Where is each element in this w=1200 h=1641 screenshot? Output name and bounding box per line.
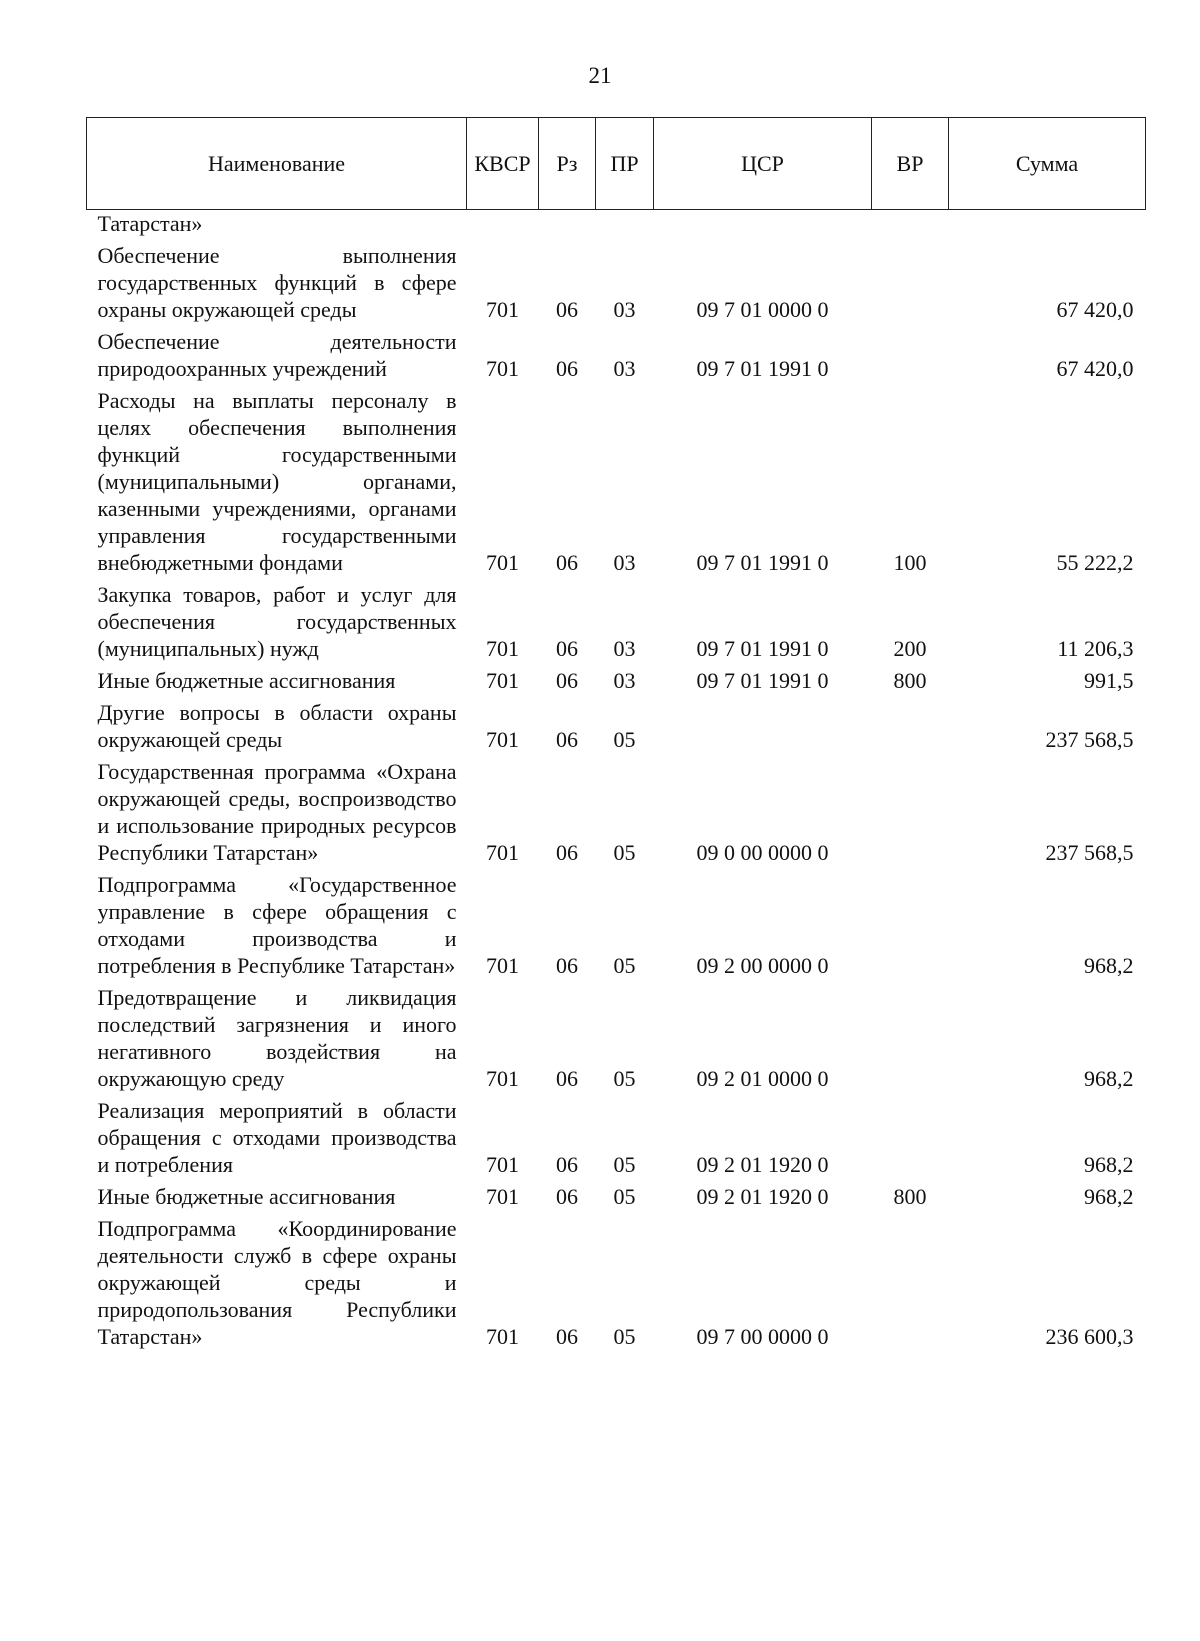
cell-name: Реализация мероприятий в области обращения с отходами производства и потребления <box>97 1098 457 1177</box>
cell-sum: 236 600,3 <box>1045 1324 1134 1349</box>
cell-sum: 968,2 <box>1084 1152 1134 1177</box>
cell-kvsr: 701 <box>486 1152 519 1177</box>
cell-name: Обеспечение выполнения государственных функций в сфере охраны окружающей среды <box>97 243 457 322</box>
cell-vr <box>872 210 949 241</box>
cell-rz: 06 <box>556 1152 578 1177</box>
table-row <box>87 210 1146 241</box>
cell-pr: 05 <box>613 1324 636 1349</box>
table-row <box>87 1181 1146 1213</box>
cell-sum: 67 420,0 <box>1056 297 1134 322</box>
header-kvsr: КВСР <box>467 118 539 210</box>
cell-csr: 09 7 01 1991 0 <box>696 550 829 575</box>
cell-sum: 968,2 <box>1084 1066 1134 1091</box>
table-row <box>87 385 1146 579</box>
table-row <box>87 697 1146 756</box>
cell-sum: 67 420,0 <box>1056 356 1134 381</box>
cell-kvsr: 701 <box>486 668 519 693</box>
cell-vr <box>872 326 949 385</box>
cell-sum: 991,5 <box>1084 668 1134 693</box>
cell-vr: 100 <box>893 550 927 575</box>
table-header-row <box>87 118 1146 210</box>
table-body <box>87 210 1146 1354</box>
cell-pr: 05 <box>613 1066 636 1091</box>
cell-vr <box>872 982 949 1095</box>
cell-vr <box>872 1213 949 1353</box>
cell-kvsr: 701 <box>486 840 519 865</box>
cell-pr <box>596 210 654 241</box>
page-number: 21 <box>588 63 612 88</box>
cell-rz: 06 <box>556 668 578 693</box>
cell-rz <box>539 210 596 241</box>
cell-rz: 06 <box>556 550 578 575</box>
cell-csr: 09 2 01 1920 0 <box>696 1184 829 1209</box>
cell-rz: 06 <box>556 636 578 661</box>
cell-name: Подпрограмма «Государственное управление в сфере обращения с отходами производства и потребления в Республике Татарстан» <box>97 872 457 978</box>
cell-rz: 06 <box>556 1066 578 1091</box>
cell-rz: 06 <box>556 953 578 978</box>
header-csr: ЦСР <box>654 118 872 210</box>
cell-kvsr: 701 <box>486 1066 519 1091</box>
cell-vr: 200 <box>893 636 927 661</box>
cell-csr: 09 0 00 0000 0 <box>696 840 829 865</box>
cell-vr <box>872 697 949 756</box>
cell-pr: 03 <box>613 668 636 693</box>
cell-pr: 03 <box>613 636 636 661</box>
table-row <box>87 982 1146 1095</box>
cell-vr <box>872 756 949 869</box>
cell-kvsr: 701 <box>486 1324 519 1349</box>
cell-kvsr <box>467 210 539 241</box>
cell-rz: 06 <box>556 297 578 322</box>
cell-name: Иные бюджетные ассигнования <box>97 668 396 693</box>
cell-csr: 09 7 01 1991 0 <box>696 636 829 661</box>
table-row <box>87 665 1146 697</box>
cell-sum: 968,2 <box>1084 953 1134 978</box>
cell-sum: 11 206,3 <box>1057 636 1134 661</box>
cell-pr: 05 <box>613 727 636 752</box>
cell-rz: 06 <box>556 356 578 381</box>
cell-pr: 05 <box>613 840 636 865</box>
cell-name: Расходы на выплаты персоналу в целях обеспечения выполнения функций государственными (муниципальными) органами, казенными учреждениями, органами управления государственными внебюджетными фондами <box>97 388 457 575</box>
cell-sum <box>949 210 1146 241</box>
cell-vr <box>872 240 949 326</box>
cell-csr: 09 7 00 0000 0 <box>696 1324 829 1349</box>
cell-kvsr: 701 <box>486 727 519 752</box>
header-name: Наименование <box>87 118 467 210</box>
cell-kvsr: 701 <box>486 636 519 661</box>
header-pr: ПР <box>596 118 654 210</box>
cell-sum: 968,2 <box>1084 1184 1134 1209</box>
cell-kvsr: 701 <box>486 953 519 978</box>
cell-rz: 06 <box>556 1184 578 1209</box>
cell-kvsr: 701 <box>486 550 519 575</box>
table-row <box>87 1213 1146 1353</box>
cell-rz: 06 <box>556 727 578 752</box>
cell-pr: 05 <box>613 953 636 978</box>
cell-csr <box>654 210 872 241</box>
budget-table <box>86 117 1146 1353</box>
cell-pr: 03 <box>613 297 636 322</box>
table-row <box>87 869 1146 982</box>
cell-csr: 09 7 01 0000 0 <box>696 297 829 322</box>
cell-sum: 237 568,5 <box>1045 727 1134 752</box>
cell-kvsr: 701 <box>486 356 519 381</box>
cell-name: Другие вопросы в области охраны окружающей среды <box>97 700 457 752</box>
cell-rz: 06 <box>556 1324 578 1349</box>
table-row <box>87 326 1146 385</box>
header-vr: ВР <box>872 118 949 210</box>
cell-csr: 09 7 01 1991 0 <box>696 668 829 693</box>
cell-csr: 09 2 00 0000 0 <box>696 953 829 978</box>
cell-name: Татарстан» <box>97 211 203 236</box>
table-row <box>87 756 1146 869</box>
cell-pr: 03 <box>613 550 636 575</box>
cell-csr: 09 7 01 1991 0 <box>696 356 829 381</box>
cell-csr <box>654 697 872 756</box>
cell-name: Государственная программа «Охрана окружающей среды, воспроизводство и использование природных ресурсов Республики Татарстан» <box>97 759 457 865</box>
cell-name: Иные бюджетные ассигнования <box>97 1184 396 1209</box>
cell-vr <box>872 1095 949 1181</box>
cell-sum: 237 568,5 <box>1045 840 1134 865</box>
cell-name: Закупка товаров, работ и услуг для обеспечения государственных (муниципальных) нужд <box>97 582 457 661</box>
header-sum: Сумма <box>949 118 1146 210</box>
cell-kvsr: 701 <box>486 1184 519 1209</box>
cell-vr: 800 <box>893 1184 927 1209</box>
cell-vr: 800 <box>893 668 927 693</box>
cell-name: Обеспечение деятельности природоохранных учреждений <box>97 329 457 381</box>
cell-name: Подпрограмма «Координирование деятельности служб в сфере охраны окружающей среды и природопользования Республики Татарстан» <box>97 1216 457 1349</box>
cell-pr: 05 <box>613 1184 636 1209</box>
cell-rz: 06 <box>556 840 578 865</box>
cell-vr <box>872 869 949 982</box>
table-row <box>87 579 1146 665</box>
cell-sum: 55 222,2 <box>1056 550 1134 575</box>
cell-csr: 09 2 01 0000 0 <box>696 1066 829 1091</box>
table-row <box>87 240 1146 326</box>
cell-pr: 03 <box>613 356 636 381</box>
cell-name: Предотвращение и ликвидация последствий загрязнения и иного негативного воздействия на окружающую среду <box>97 985 457 1091</box>
table-row <box>87 1095 1146 1181</box>
header-rz: Рз <box>539 118 596 210</box>
cell-csr: 09 2 01 1920 0 <box>696 1152 829 1177</box>
cell-kvsr: 701 <box>486 297 519 322</box>
cell-pr: 05 <box>613 1152 636 1177</box>
